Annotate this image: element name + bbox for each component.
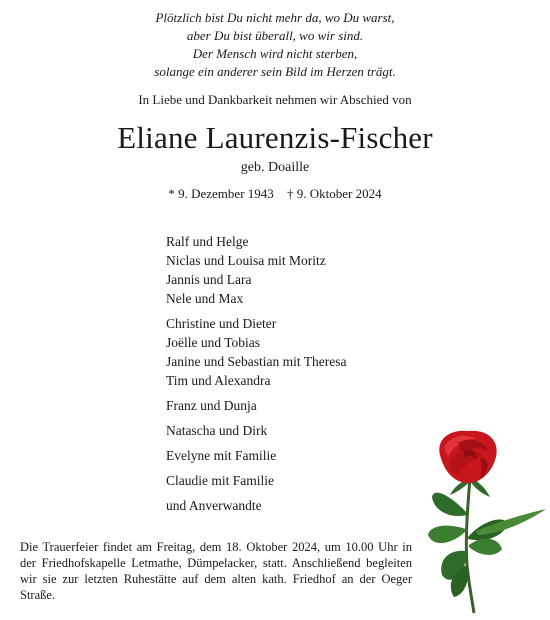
mourner-line: Tim und Alexandra xyxy=(166,373,271,388)
mourner-line: Joëlle und Tobias xyxy=(166,335,261,350)
mourner-line: Ralf und Helge xyxy=(166,234,249,249)
maiden-name: geb. Doaille xyxy=(240,160,310,175)
mourner-line: Christine und Dieter xyxy=(166,316,277,331)
mourner-group xyxy=(166,496,346,515)
rose-leaf xyxy=(469,539,502,555)
mourner-group xyxy=(166,232,346,308)
rose-leaf xyxy=(476,509,546,535)
mourner-line: Janine und Sebastian mit Theresa xyxy=(166,354,347,369)
mourners-list xyxy=(166,232,346,521)
funeral-notice: Die Trauerfeier findet am Freitag, dem 18. Oktober 2024, um 10.00 Uhr in der Friedhofskapelle Letmathe, Dümpelacker, statt. Anschließend begleiten wir sie zur letzten Ruhestätte auf dem alten kath. Friedhof an der Oeger Straße. xyxy=(20,540,412,602)
mourner-line: und Anverwandte xyxy=(166,498,262,513)
mourner-group xyxy=(166,314,346,390)
mourner-group xyxy=(166,471,346,490)
mourner-line: Franz und Dunja xyxy=(166,398,257,413)
deceased-name: Eliane Laurenzis-Fischer xyxy=(117,120,433,155)
mourner-line: Niclas und Louisa mit Moritz xyxy=(166,253,326,268)
life-dates xyxy=(0,186,550,202)
mourner-line: Evelyne mit Familie xyxy=(166,448,277,463)
mourner-group xyxy=(166,421,346,440)
poem-line: aber Du bist überall, wo wir sind. xyxy=(186,28,364,43)
poem-line: solange ein anderer sein Bild im Herzen trägt. xyxy=(154,64,396,79)
red-rose-illustration xyxy=(420,425,550,615)
mourner-line: Nele und Max xyxy=(166,291,244,306)
poem-line: Plötzlich bist Du nicht mehr da, wo Du warst, xyxy=(155,10,395,25)
rose-leaf xyxy=(428,526,466,543)
poem-line: Der Mensch wird nicht sterben, xyxy=(192,46,358,61)
mourner-group xyxy=(166,446,346,465)
birth-date: * 9. Dezember 1943 xyxy=(168,186,274,201)
death-date: † 9. Oktober 2024 xyxy=(287,186,382,201)
mourner-group xyxy=(166,396,346,415)
rose-leaf xyxy=(432,493,467,516)
mourner-line: Claudie mit Familie xyxy=(166,473,274,488)
mourner-line: Natascha und Dirk xyxy=(166,423,268,438)
mourner-line: Jannis und Lara xyxy=(166,272,252,287)
poem xyxy=(0,9,550,81)
farewell-text: In Liebe und Dankbarkeit nehmen wir Abschied von xyxy=(138,92,412,107)
